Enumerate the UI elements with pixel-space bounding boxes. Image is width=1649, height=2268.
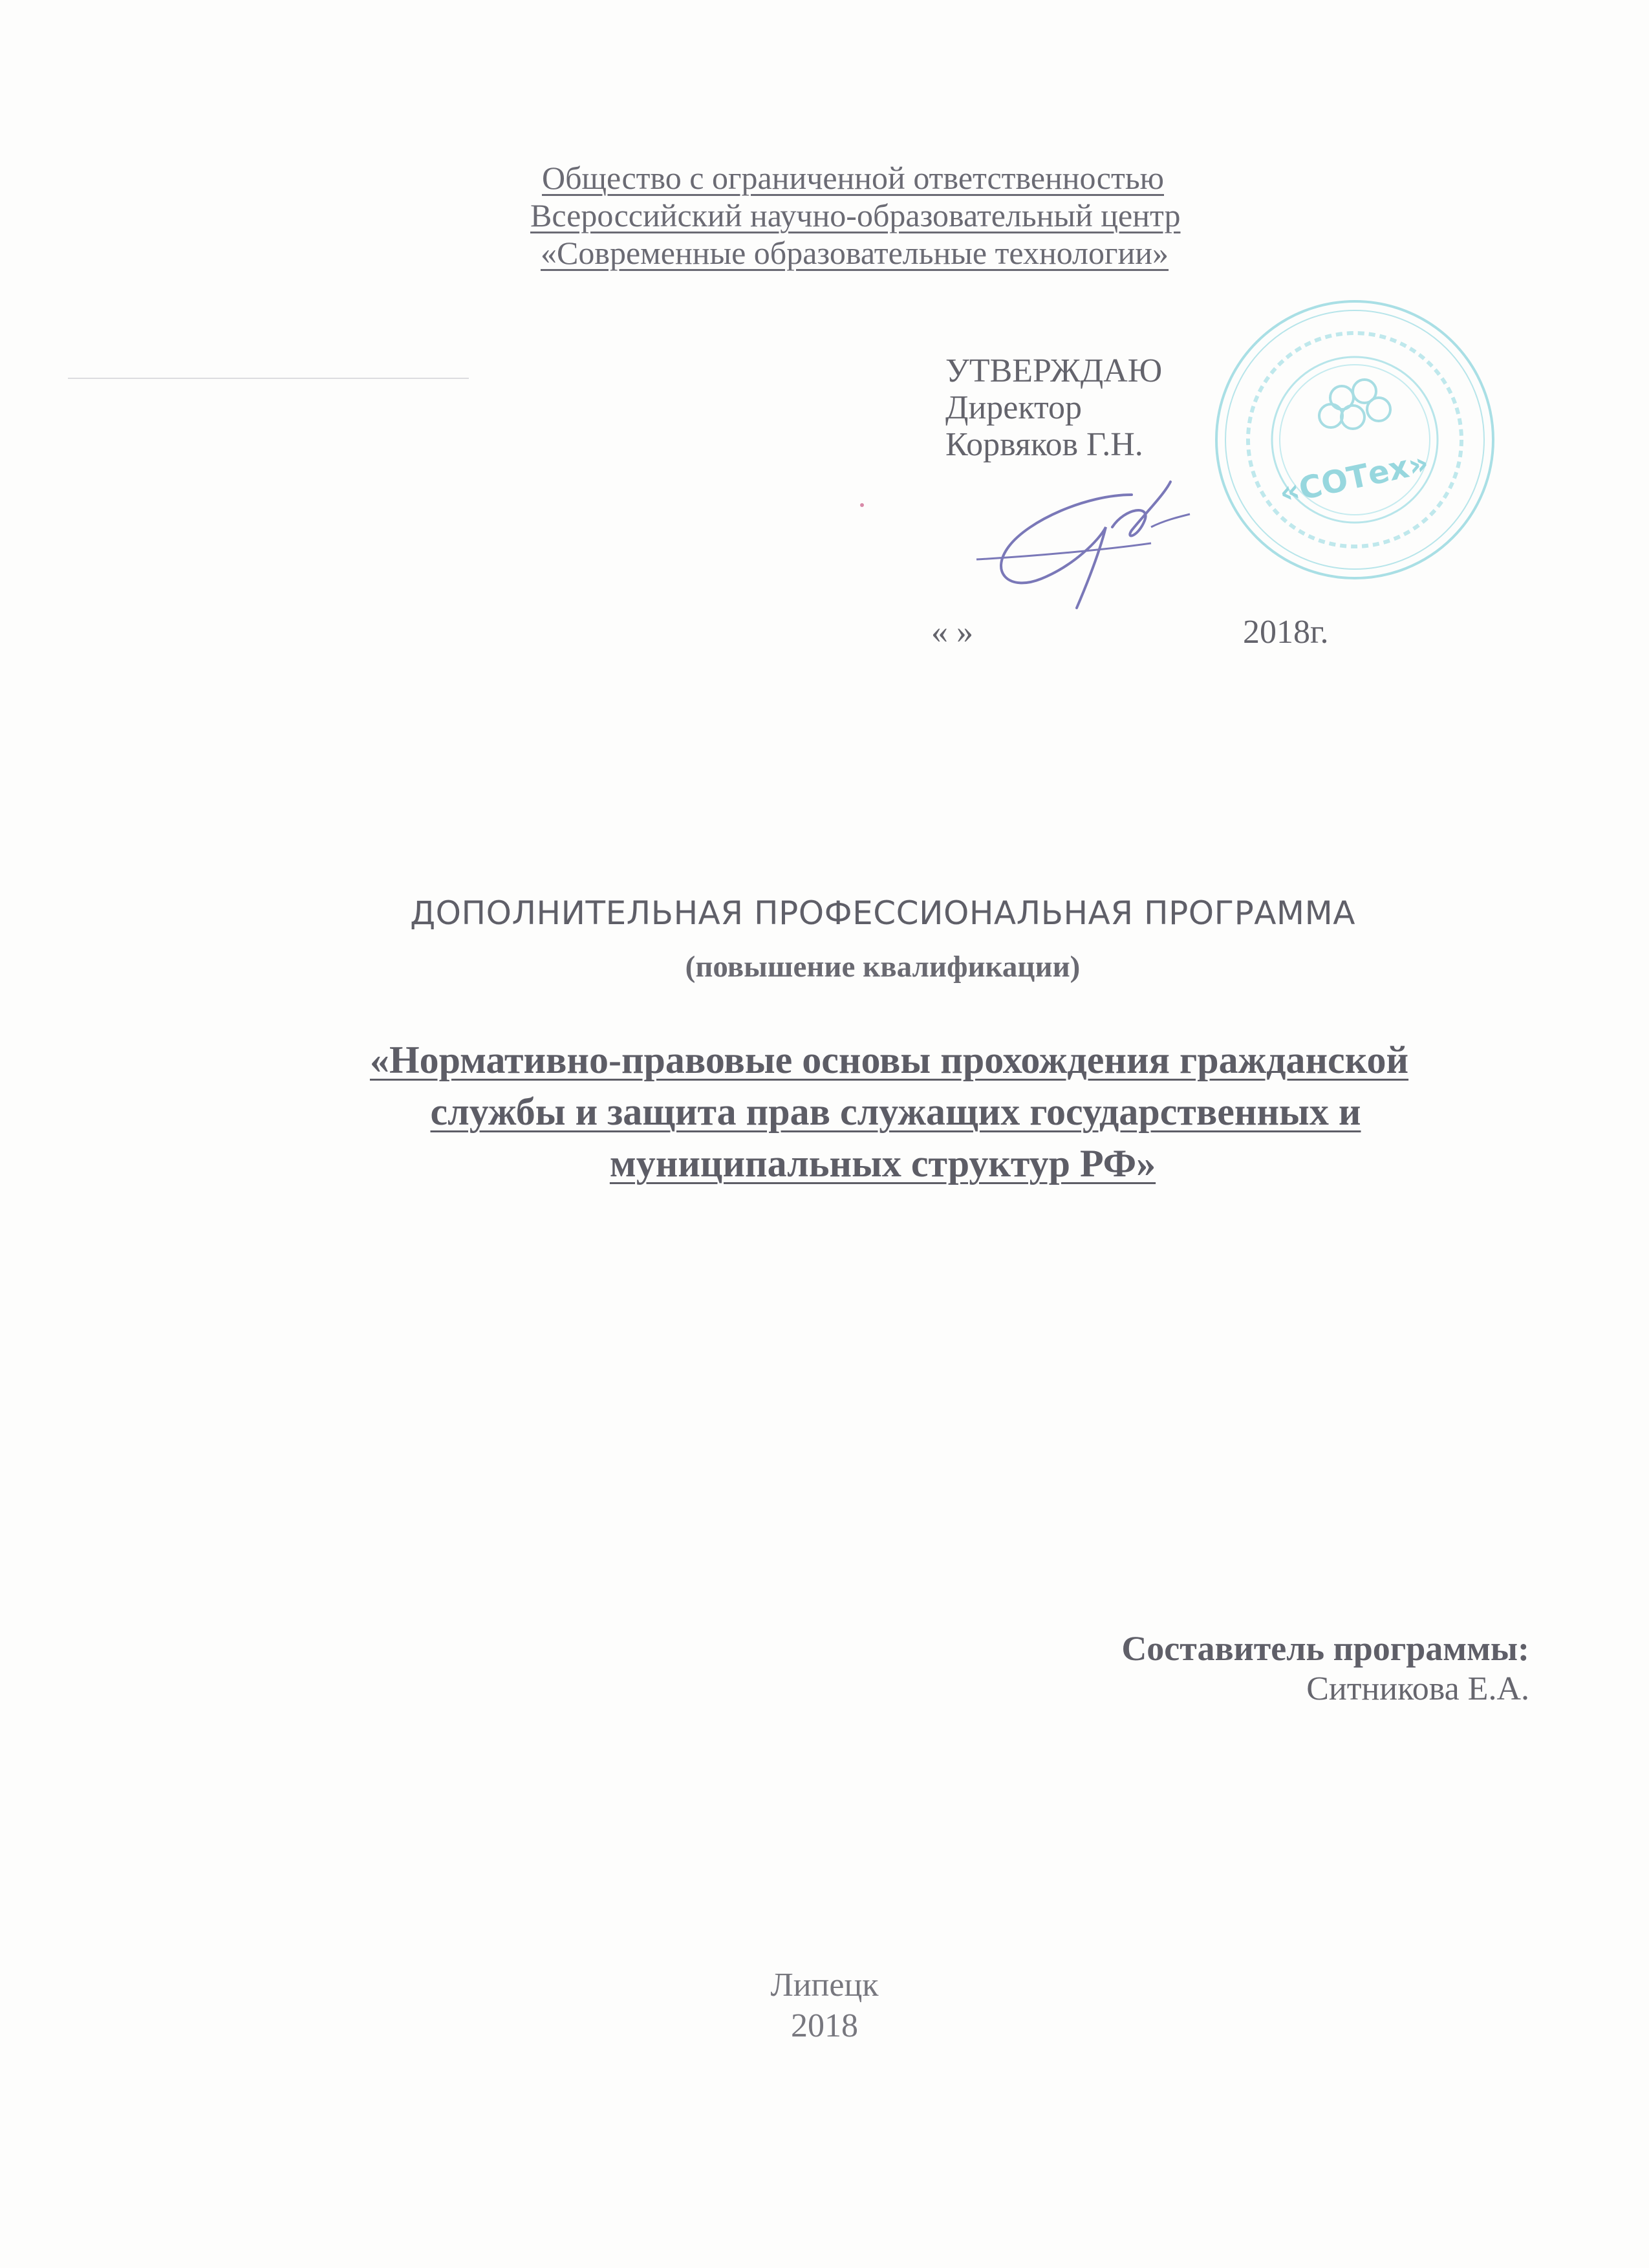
stamp-center-text: «СОТех»: [1276, 444, 1432, 512]
year: 2018: [791, 2007, 858, 2044]
faint-divider: [68, 378, 469, 379]
approval-block: [945, 352, 1162, 463]
author-name: Ситникова Е.А.: [1306, 1670, 1529, 1707]
author-label: Составитель программы:: [1121, 1629, 1529, 1668]
date-day-month: « »: [931, 614, 973, 651]
program-type: ДОПОЛНИТЕЛЬНАЯ ПРОФЕССИОНАЛЬНАЯ ПРОГРАММА: [410, 894, 1355, 932]
program-title-line-1: «Нормативно-правовые основы прохождения гражданской: [369, 1039, 1409, 1081]
director-signature: [938, 469, 1209, 611]
ink-speck: [860, 503, 864, 507]
org-name-line-1: Общество с ограниченной ответственностью: [542, 160, 1164, 196]
city: Липецк: [770, 1967, 879, 2003]
program-subtype: (повышение квалификации): [685, 950, 1081, 984]
program-title-line-3: муниципальных структур РФ»: [609, 1142, 1156, 1185]
date-year: 2018г.: [1243, 614, 1329, 651]
org-name-line-3: «Современные образовательные технологии»: [541, 235, 1169, 271]
program-title-line-2: службы и защита прав служащих государственных и: [430, 1090, 1361, 1133]
approve-label: УТВЕРЖДАЮ: [945, 352, 1163, 389]
approver-name: Корвяков Г.Н.: [945, 426, 1143, 463]
approver-position: Директор: [945, 389, 1082, 426]
organization-stamp: [1209, 294, 1500, 585]
org-name-line-2: Всероссийский научно-образовательный центр: [530, 197, 1181, 233]
